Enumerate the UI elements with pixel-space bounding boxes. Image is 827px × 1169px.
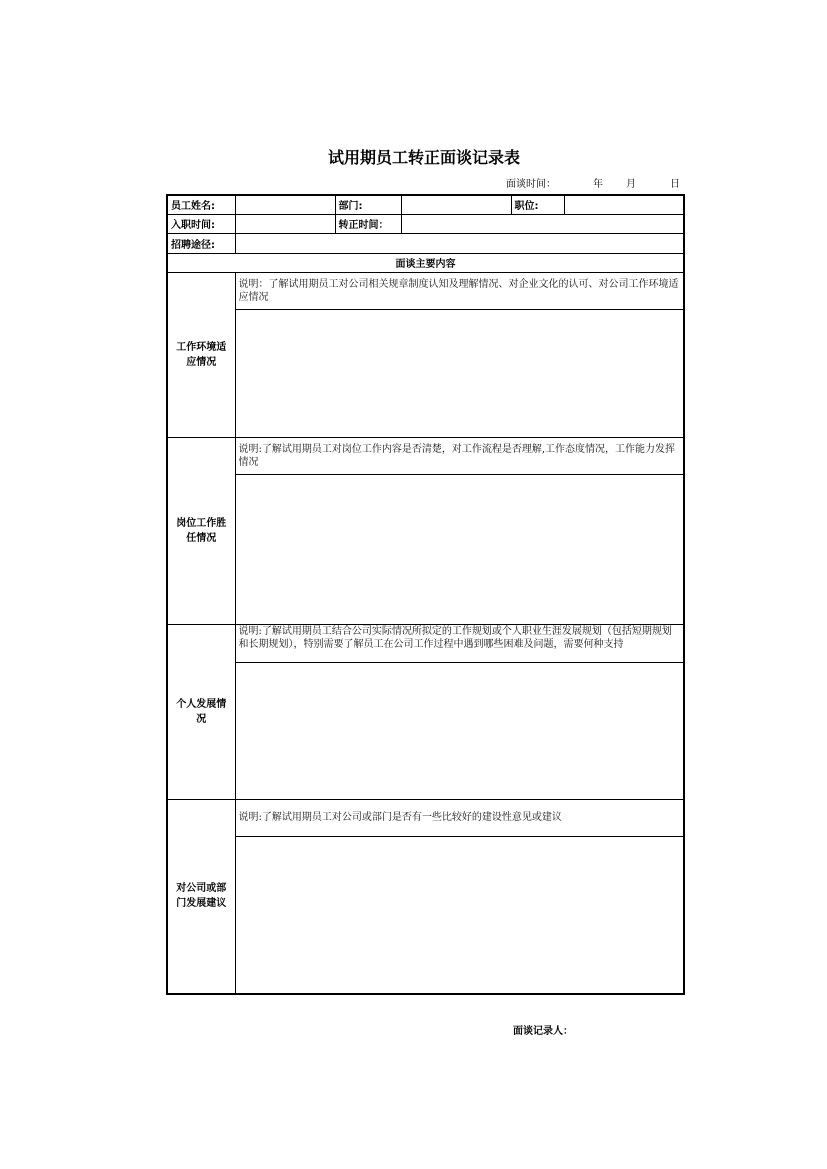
- name-value-cell[interactable]: [235, 195, 335, 214]
- section-4-answer-row: [167, 836, 684, 994]
- section-2-note-row: [167, 437, 684, 474]
- section-3-answer-area[interactable]: [235, 662, 684, 799]
- entry-date-label: 入职时间:: [167, 214, 235, 233]
- regular-date-value-cell[interactable]: [401, 214, 684, 233]
- section-2-note: 说明:了解试用期员工对岗位工作内容是否清楚，对工作流程是否理解,工作态度情况，工作能力发挥情况: [235, 437, 684, 474]
- row-basic-info-2: [167, 214, 684, 233]
- year-label: 年: [593, 179, 603, 190]
- row-main-content-header: [167, 253, 684, 272]
- interview-time-label: 面谈时间：: [506, 179, 556, 190]
- section-4-note-row: [167, 799, 684, 836]
- entry-date-value-cell[interactable]: [235, 214, 335, 233]
- regular-date-label: 转正时间：: [335, 214, 401, 233]
- form-title: 试用期员工转正面谈记录表: [327, 148, 520, 167]
- row-recruit-channel: [167, 233, 684, 253]
- recruit-channel-label: 招聘途径:: [167, 233, 235, 253]
- recorder-label: 面谈记录人：: [513, 1026, 573, 1037]
- section-1-title: 工作环境适应情况: [167, 272, 235, 437]
- section-3-note: 说明:了解试用期员工结合公司实际情况所拟定的工作规划或个人职业生涯发展规划（包括短期规划和长期规划），特别需要了解员工在公司工作过程中遇到哪些困难及问题，需要何种支持: [235, 624, 684, 662]
- main-content-header: 面谈主要内容: [167, 253, 684, 272]
- section-4-answer-area[interactable]: [235, 836, 684, 994]
- section-2-title: 岗位工作胜任情况: [167, 437, 235, 624]
- row-basic-info-1: [167, 195, 684, 214]
- department-label: 部门:: [335, 195, 401, 214]
- position-value-cell[interactable]: [564, 195, 684, 214]
- day-label: 日: [670, 179, 680, 190]
- month-label: 月: [626, 179, 636, 190]
- section-1-answer-area[interactable]: [235, 309, 684, 437]
- section-3-answer-row: [167, 662, 684, 799]
- section-3-note-row: [167, 624, 684, 662]
- section-4-title: 对公司或部门发展建议: [167, 799, 235, 994]
- department-value-cell[interactable]: [401, 195, 511, 214]
- recruit-channel-value-cell[interactable]: [235, 233, 684, 253]
- section-2-answer-row: [167, 474, 684, 624]
- section-3-title: 个人发展情况: [167, 624, 235, 799]
- section-1-note-row: [167, 272, 684, 309]
- section-1-answer-row: [167, 309, 684, 437]
- section-4-note: 说明:了解试用期员工对公司或部门是否有一些比较好的建设性意见或建议: [235, 799, 684, 836]
- section-2-answer-area[interactable]: [235, 474, 684, 624]
- name-label: 员工姓名:: [167, 195, 235, 214]
- position-label: 职位:: [511, 195, 564, 214]
- section-1-note: 说明：了解试用期员工对公司相关规章制度认知及理解情况、对企业文化的认可、对公司工作环境适应情况: [235, 272, 684, 309]
- interview-form-table: [166, 194, 685, 995]
